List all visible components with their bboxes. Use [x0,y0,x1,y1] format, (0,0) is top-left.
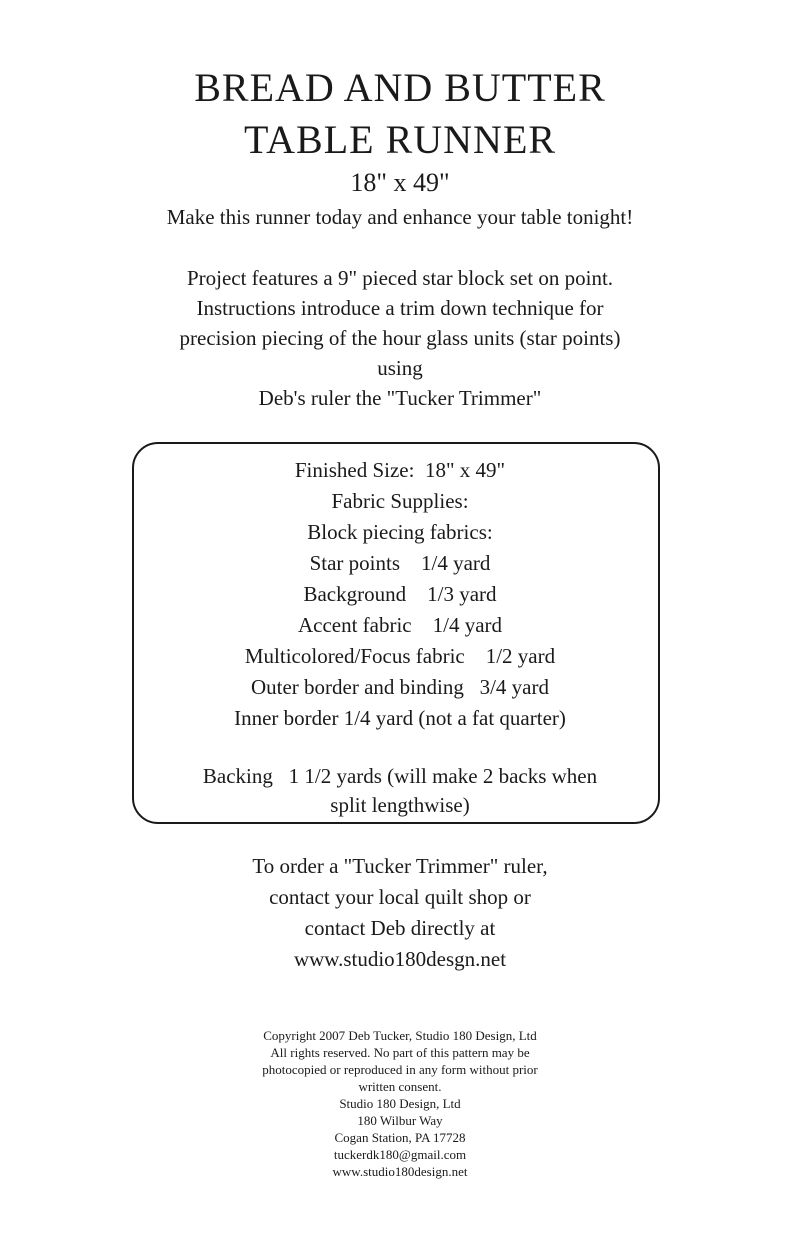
tagline: Make this runner today and enhance your table tonight! [166,205,634,229]
website-link-footer[interactable]: www.studio180design.net [332,1164,468,1179]
copyright-line: written consent. [358,1079,442,1094]
fabric-supplies-heading: Fabric Supplies: [331,489,469,513]
website-link[interactable]: www.studio180desgn.net [293,947,507,971]
supply-item: Outer border and binding 3/4 yard [250,675,549,699]
intro-line: Deb's ruler the "Tucker Trimmer" [258,386,542,410]
intro-line: using [377,356,423,380]
backing-line-1: Backing 1 1/2 yards (will make 2 backs when [202,764,598,788]
copyright-line: All rights reserved. No part of this pattern may be [270,1045,530,1060]
title-line-2: TABLE RUNNER [243,117,557,162]
copyright-line: photocopied or reproduced in any form without prior [262,1062,538,1077]
intro-line: precision piecing of the hour glass units (star points) [179,326,621,350]
supply-item: Star points 1/4 yard [309,551,491,575]
street-address: 180 Wilbur Way [357,1113,443,1128]
supply-item: Accent fabric 1/4 yard [297,613,503,637]
order-line: contact Deb directly at [304,916,496,940]
city-state-zip: Cogan Station, PA 17728 [334,1130,466,1145]
supply-item: Inner border 1/4 yard (not a fat quarter) [234,706,566,730]
title-line-1: BREAD AND BUTTER [194,65,606,110]
intro-line: Project features a 9" pieced star block set on point. [186,266,614,290]
runner-dimensions: 18" x 49" [350,168,450,197]
block-piecing-heading: Block piecing fabrics: [307,520,493,544]
finished-size: Finished Size: 18" x 49" [294,458,506,482]
supply-item: Background 1/3 yard [303,582,497,606]
supply-item: Multicolored/Focus fabric 1/2 yard [244,644,556,668]
order-line: To order a "Tucker Trimmer" ruler, [252,854,548,878]
company-name: Studio 180 Design, Ltd [339,1096,461,1111]
email-link[interactable]: tuckerdk180@gmail.com [333,1147,467,1162]
order-line: contact your local quilt shop or [269,885,531,909]
backing-line-2: split lengthwise) [330,793,470,817]
intro-line: Instructions introduce a trim down technique for [196,296,604,320]
copyright-line: Copyright 2007 Deb Tucker, Studio 180 Design, Ltd [263,1028,537,1043]
